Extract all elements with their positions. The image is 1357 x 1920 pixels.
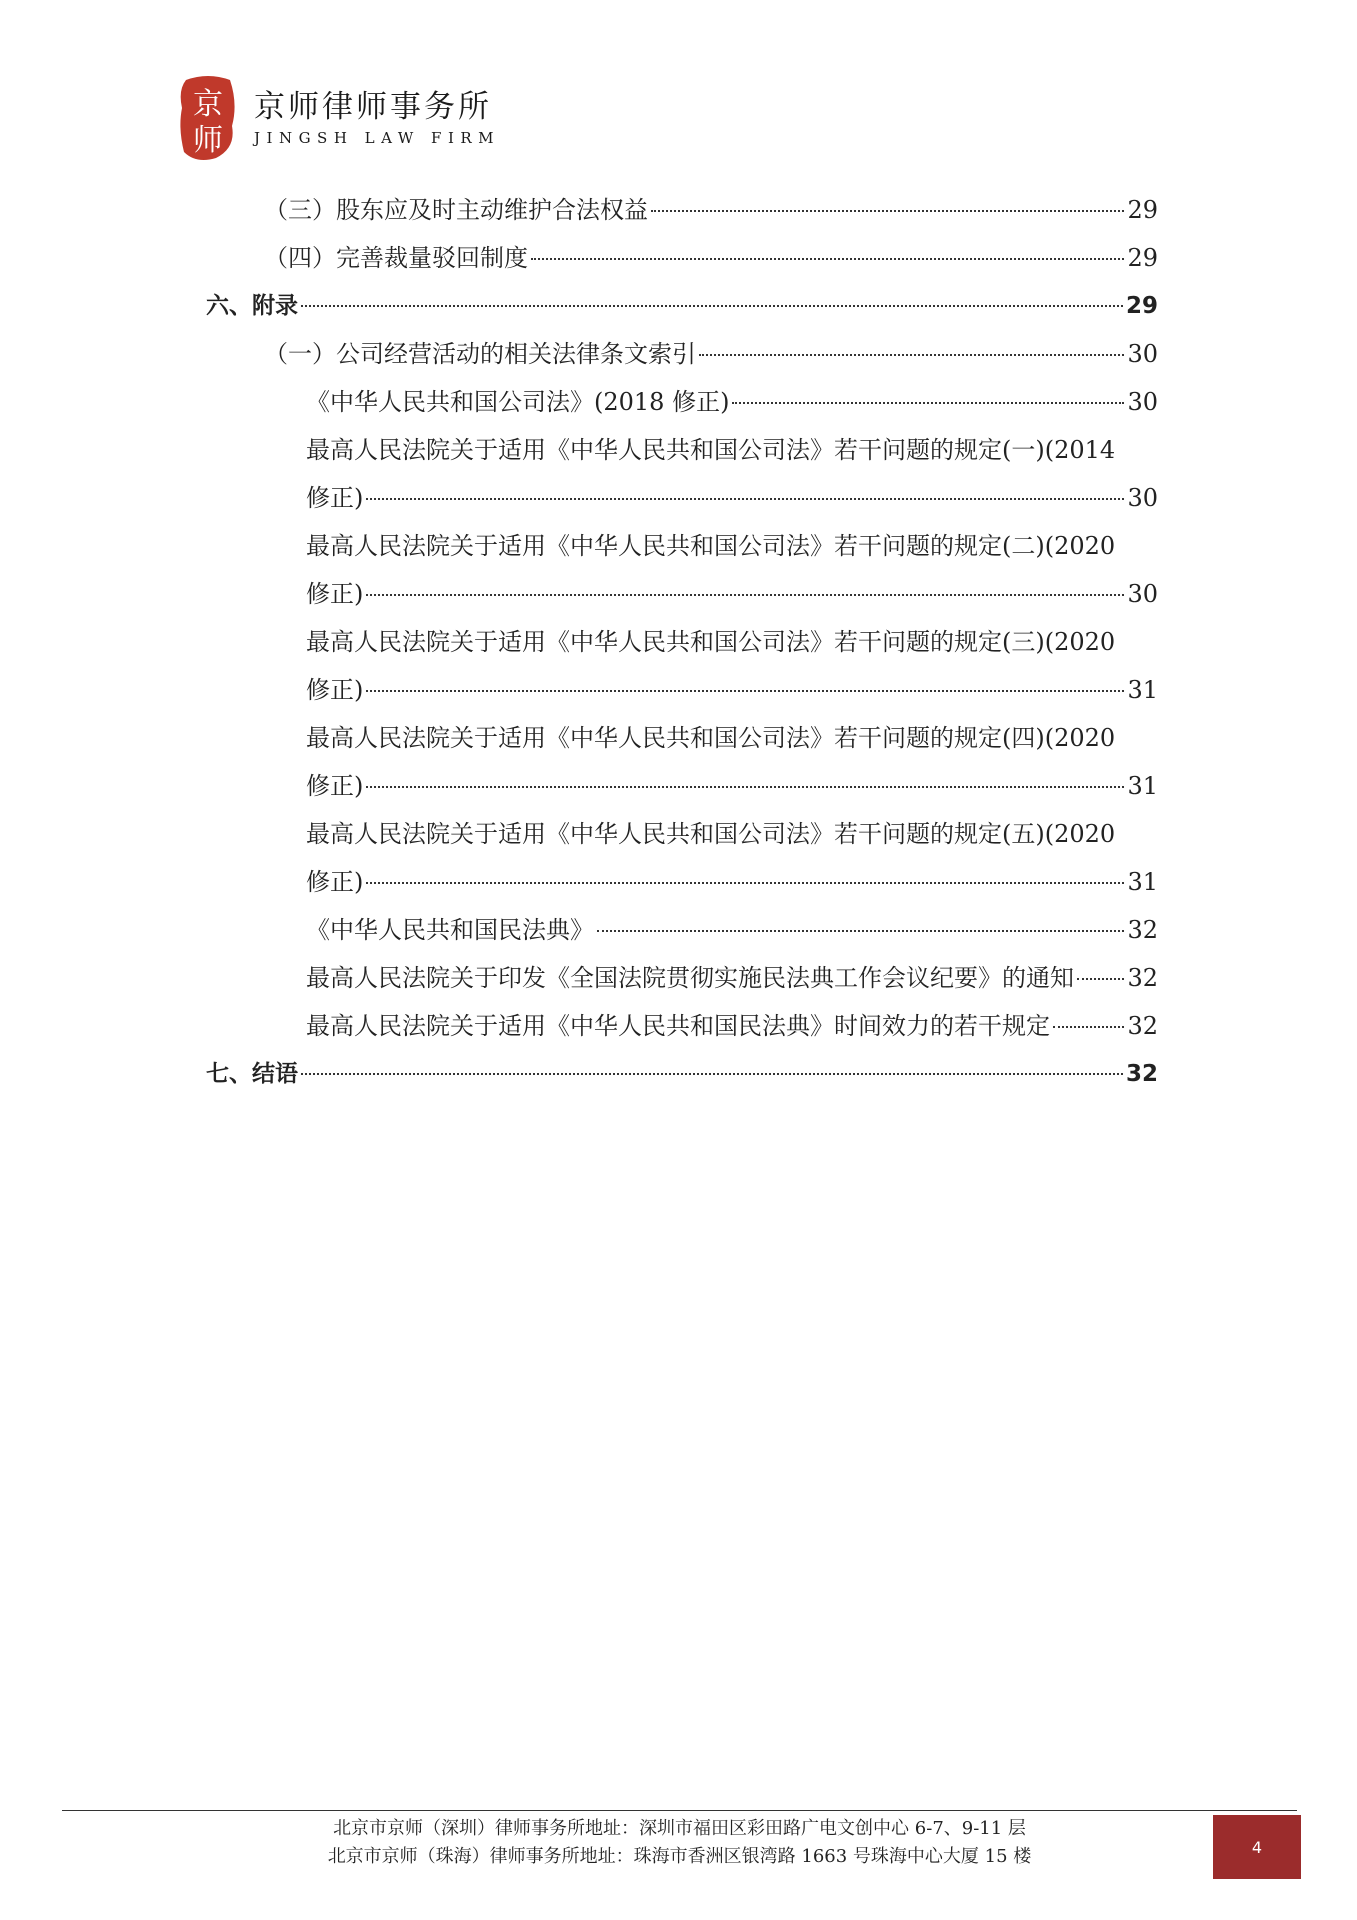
toc-entry[interactable] xyxy=(206,906,1158,954)
seal-char-1: 京 xyxy=(193,87,223,122)
toc-page-number: 32 xyxy=(1125,1061,1158,1087)
toc-page-number: 30 xyxy=(1127,484,1158,512)
toc-entry-title: 修正) xyxy=(306,868,364,896)
toc-entry[interactable] xyxy=(206,186,1158,234)
toc-page-number: 29 xyxy=(1127,196,1158,224)
firm-name-cn: 京师律师事务所 xyxy=(254,89,492,125)
toc-leader-dots xyxy=(366,594,1124,596)
toc-entry-title: 修正) xyxy=(306,580,364,608)
toc-entry[interactable] xyxy=(206,666,1158,714)
toc-entry[interactable] xyxy=(206,474,1158,522)
toc-page-number: 29 xyxy=(1127,244,1158,272)
toc-page-number: 29 xyxy=(1125,293,1158,319)
toc-page-number: 31 xyxy=(1127,676,1158,704)
toc-leader-dots xyxy=(1053,1026,1124,1028)
toc-entry[interactable] xyxy=(206,858,1158,906)
toc-page-number: 31 xyxy=(1127,868,1158,896)
seal-char-2: 师 xyxy=(193,123,223,158)
toc-entry-title: 最高人民法院关于适用《中华人民共和国民法典》时间效力的若干规定 xyxy=(306,1012,1050,1040)
toc-entry-title: 六、附录 xyxy=(206,293,298,319)
toc-leader-dots xyxy=(366,690,1124,692)
toc-leader-dots xyxy=(301,305,1123,307)
toc-leader-dots xyxy=(1077,978,1124,980)
toc-entry-title: （一）公司经营活动的相关法律条文索引 xyxy=(264,340,696,368)
footer-address-zhuhai: 北京市京师（珠海）律师事务所地址：珠海市香洲区银湾路 1663 号珠海中心大厦 15 楼 xyxy=(327,1846,1032,1867)
toc-entry-line1[interactable]: 最高人民法院关于适用《中华人民共和国公司法》若干问题的规定(四)(2020 xyxy=(306,724,1116,752)
toc-entry-line1[interactable]: 最高人民法院关于适用《中华人民共和国公司法》若干问题的规定(一)(2014 xyxy=(306,436,1116,464)
footer-address-shenzhen: 北京市京师（深圳）律师事务所地址：深圳市福田区彩田路广电文创中心 6-7、9-11 层 xyxy=(333,1818,1026,1839)
toc-entry-line1[interactable]: 最高人民法院关于适用《中华人民共和国公司法》若干问题的规定(五)(2020 xyxy=(306,820,1116,848)
toc-leader-dots xyxy=(732,402,1124,404)
toc-page-number: 30 xyxy=(1127,340,1158,368)
toc-entry[interactable] xyxy=(206,378,1158,426)
toc-entry-title: （三）股东应及时主动维护合法权益 xyxy=(264,196,648,224)
toc-page-number: 32 xyxy=(1127,964,1158,992)
toc-leader-dots xyxy=(699,354,1124,356)
toc-leader-dots xyxy=(531,258,1124,260)
toc-page-number: 30 xyxy=(1127,388,1158,416)
toc-entry[interactable] xyxy=(206,282,1158,330)
toc-entry-title: 修正) xyxy=(306,484,364,512)
toc-leader-dots xyxy=(301,1073,1123,1075)
toc-entry[interactable] xyxy=(206,1050,1158,1098)
toc-leader-dots xyxy=(366,786,1124,788)
toc-entry[interactable] xyxy=(206,762,1158,810)
toc-entry[interactable] xyxy=(206,1002,1158,1050)
toc-entry-title: 七、结语 xyxy=(206,1061,298,1087)
toc-entry-title: 《中华人民共和国民法典》 xyxy=(306,916,594,944)
toc-leader-dots xyxy=(651,210,1124,212)
toc-entry-title: 修正) xyxy=(306,772,364,800)
toc-page-number: 30 xyxy=(1127,580,1158,608)
toc-entry-title: 修正) xyxy=(306,676,364,704)
firm-name-en: JINGSH LAW FIRM xyxy=(254,129,501,147)
toc-entry[interactable] xyxy=(206,570,1158,618)
page-number: 4 xyxy=(1213,1815,1301,1879)
toc-leader-dots xyxy=(597,930,1124,932)
toc-page-number: 31 xyxy=(1127,772,1158,800)
toc-page-number: 32 xyxy=(1127,916,1158,944)
table-of-contents xyxy=(206,186,1158,1098)
toc-entry[interactable] xyxy=(206,330,1158,378)
toc-entry-title: 最高人民法院关于印发《全国法院贯彻实施民法典工作会议纪要》的通知 xyxy=(306,964,1074,992)
toc-entry-line1[interactable]: 最高人民法院关于适用《中华人民共和国公司法》若干问题的规定(二)(2020 xyxy=(306,532,1116,560)
toc-leader-dots xyxy=(366,498,1124,500)
toc-leader-dots xyxy=(366,882,1124,884)
seal-logo-icon xyxy=(176,74,240,162)
toc-entry[interactable] xyxy=(206,234,1158,282)
toc-entry-title: 《中华人民共和国公司法》(2018 修正) xyxy=(306,388,730,416)
toc-entry-line1[interactable]: 最高人民法院关于适用《中华人民共和国公司法》若干问题的规定(三)(2020 xyxy=(306,628,1116,656)
firm-logo xyxy=(176,72,500,164)
toc-entry-title: （四）完善裁量驳回制度 xyxy=(264,244,528,272)
footer-divider xyxy=(62,1810,1297,1811)
toc-page-number: 32 xyxy=(1127,1012,1158,1040)
toc-entry[interactable] xyxy=(206,954,1158,1002)
footer-addresses xyxy=(62,1815,1297,1871)
